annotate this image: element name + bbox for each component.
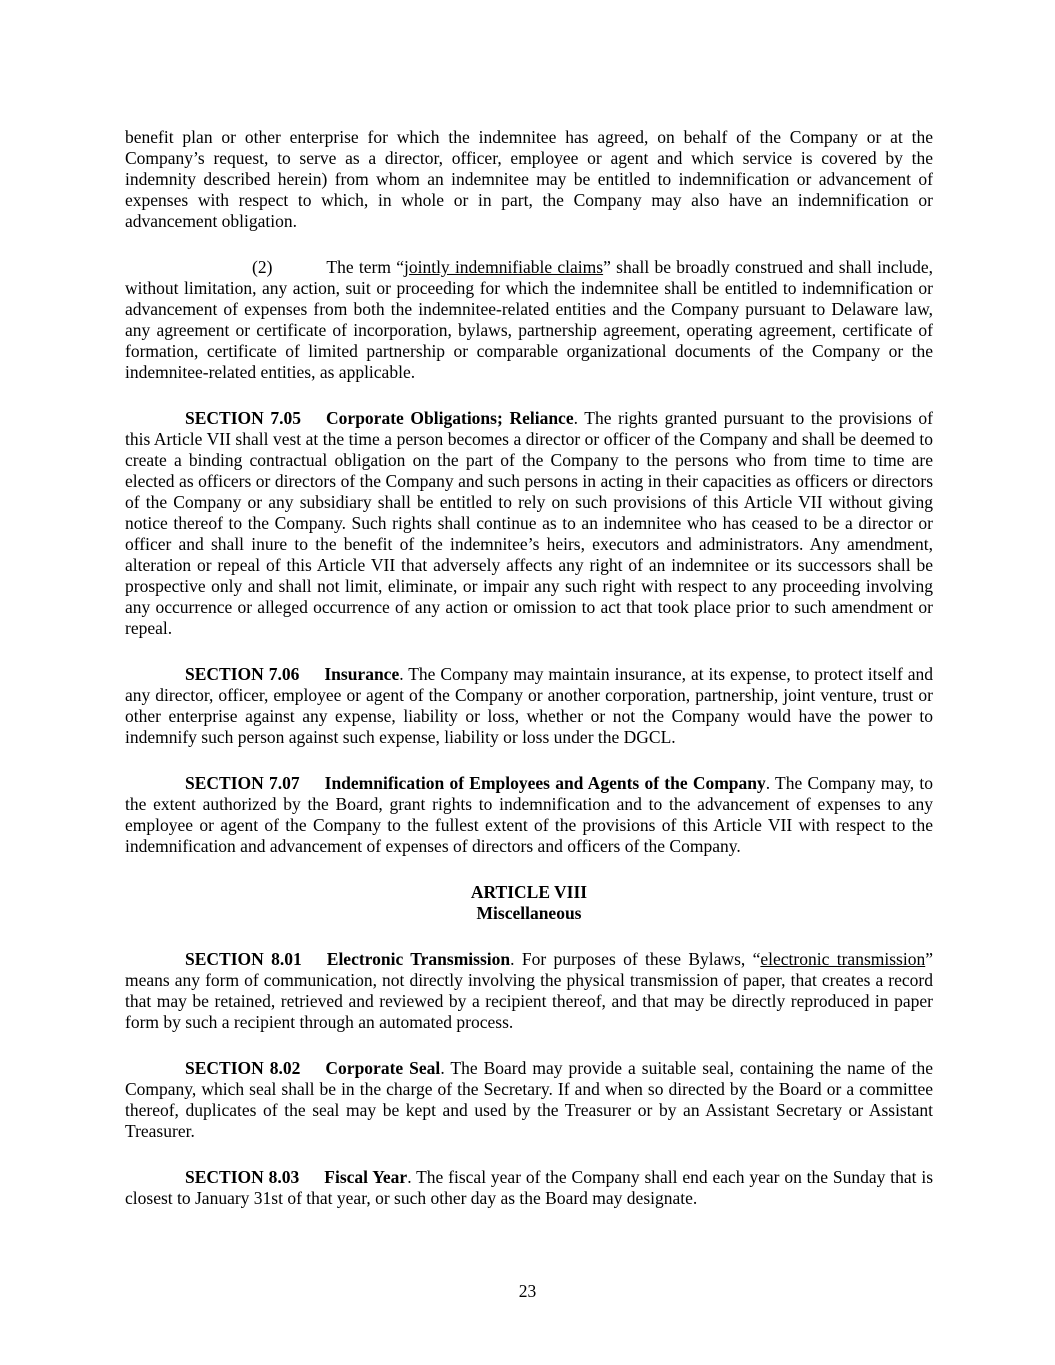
text-run: . The Board may provide a suitable seal, containing the name of the Company, which seal shall be in the charge of the Secretary. If and when so directed by the Board or a committee thereof, duplicates of the seal may be kept and used by the Treasurer or by an Assistant Secretary or Assistant Treasurer. [125,1058,933,1141]
article-viii-subheading [125,903,933,924]
page-number: 23 [518,1281,537,1301]
text-run: The term “ [326,257,404,277]
text-run: Fiscal Year [324,1167,408,1187]
text-run: . The rights granted pursuant to the provisions of this Article VII shall vest at the time a person becomes a director or officer of the Company and shall be deemed to create a binding contractual obligation on the part of the Company to the persons who from time to time are elected as officers or directors of the Company and such persons in acting in their capacities as officers or directors of the Company or any subsidiary shall be entitled to rely on such provisions of this Article VII without giving notice thereof to the Company. Such rights shall continue as to an indemnitee who has ceased to be a director or officer and shall inure to the benefit of the indemnitee’s heirs, executors and administrators. Any amendment, alteration or repeal of this Article VII that adversely affects any right of an indemnitee or its successors shall be prospective only and shall not limit, eliminate, or impair any such right with respect to any proceeding involving any occurrence or alleged occurrence of any action or omission to act that took place prior to such amendment or repeal. [125,408,934,638]
text-run: Corporate Seal [325,1058,441,1078]
text-run: . The fiscal year of the Company shall end each year on the Sunday that is closest to January 31st of that year, or such other day as the Board may designate. [125,1167,934,1208]
text-run: benefit plan or other enterprise for which the indemnitee has agreed, on behalf of the Company or at the Company’s request, to serve as a director, officer, employee or agent and which service is covered by the indemnity described herein) from whom an indemnitee may be entitled to indemnification or advancement of expenses with respect to which, in whole or in part, the Company may also have an indemnification or advancement obligation. [125,127,933,231]
text-run: SECTION 7.07 [185,773,300,793]
text-run: Corporate Obligations; Reliance [326,408,574,428]
paragraph-item-2 [125,257,933,383]
text-run: ARTICLE VIII [470,882,588,902]
text-run: ” means any form of communication, not directly involving the physical transmission of paper, that creates a record that may be retained, retrieved and reviewed by a recipient thereof, and that may be directly reproduced in paper form by such a recipient through an automated process. [125,949,933,1032]
text-run: Insurance [324,664,400,684]
text-run: SECTION 7.05 [185,408,302,428]
text-run: (2) [252,257,273,277]
text-run: Miscellaneous [476,903,582,923]
text-run: Indemnification of Employees and Agents of the Company [324,773,766,793]
section-8-01 [125,949,933,1033]
section-8-02 [125,1058,933,1142]
section-8-03 [125,1167,933,1209]
section-7-05 [125,408,933,639]
text-run: electronic transmission [760,949,926,969]
text-run: . For purposes of these Bylaws, “ [510,949,761,969]
text-run: . The Company may maintain insurance, at its expense, to protect itself and any director, officer, employee or agent of the Company or another corporation, partnership, joint venture, trust or other enterprise against any expense, liability or loss, whether or not the Company would have the power to indemnify such person against such expense, liability or loss under the DGCL. [125,664,933,747]
page-footer [0,1281,1055,1302]
text-run: SECTION 8.01 [185,949,302,969]
text-run: Electronic Transmission [326,949,511,969]
text-run: SECTION 8.03 [185,1167,300,1187]
article-viii-heading [125,882,933,903]
text-run: SECTION 8.02 [185,1058,301,1078]
text-run: . The Company may, to the extent authorized by the Board, grant rights to indemnification and to the advancement of expenses to any employee or agent of the Company to the fullest extent of the provisions of this Article VII with respect to the indemnification and advancement of expenses of directors and officers of the Company. [125,773,933,856]
document-body [125,127,933,1234]
paragraph-continuation [125,127,933,232]
text-run: jointly indemnifiable claims [403,257,604,277]
text-run: ” shall be broadly construed and shall include, without limitation, any action, suit or proceeding for which the indemnitee shall be entitled to indemnification or advancement of expenses from both the indemnitee-related entities and the Company pursuant to Delaware law, any agreement or certificate of incorporation, bylaws, partnership agreement, operating agreement, certificate of formation, certificate of limited partnership or comparable organizational documents of the Company or the indemnitee-related entities, as applicable. [125,257,933,382]
text-run: SECTION 7.06 [185,664,300,684]
section-7-07 [125,773,933,857]
section-7-06 [125,664,933,748]
